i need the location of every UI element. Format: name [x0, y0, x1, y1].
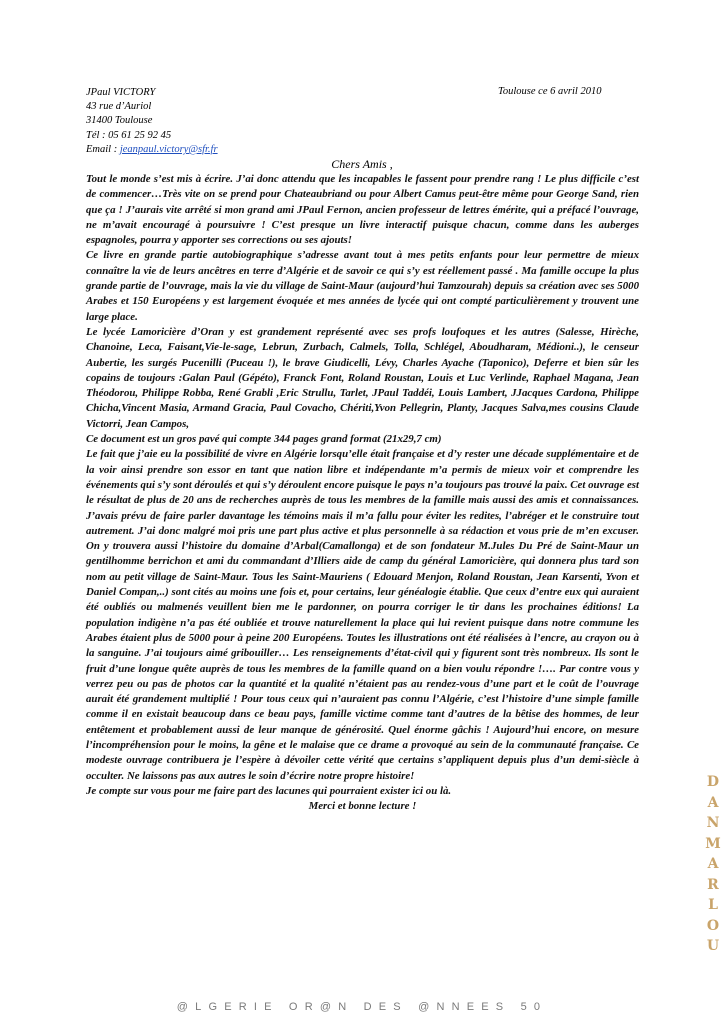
sender-name: JPaul VICTORY — [86, 87, 156, 98]
watermark-letter: L — [708, 897, 718, 913]
email-link[interactable]: jeanpaul.victory@sfr.fr — [119, 143, 218, 155]
paragraph-request: Je compte sur vous pour me faire part des lacunes qui pourraient exister ici ou là. — [86, 784, 452, 797]
footer-banner: @LGERIE OR@N DES @NNEES 50 — [176, 1001, 548, 1013]
sender-block — [86, 86, 218, 157]
email-label: Email : — [86, 143, 118, 155]
watermark-letter: D — [706, 774, 720, 790]
watermark-letter: N — [706, 815, 720, 831]
closing: Merci et bonne lecture ! — [308, 800, 417, 813]
paragraph-book: Ce livre en grande partie autobiographique s’adresse avant tout à mes petits enfants pour leur permettre de mieux connaître la vie de leurs ancêtres en terre d’Algérie et de savoir ce qui s’y est réellement passé . Ma famille occupe la plus grande partie de l’ouvrage, mais la vie du village de Saint-Maur (aujourd’hui Tamzourah) depuis sa création avec ses 5000 Arabes et 150 Européens y est largement évoquée et mes années de lycée qui ont compté particulièrement y trouvent une large place. — [86, 249, 639, 323]
sender-street: 43 rue d’Auriol — [86, 101, 152, 113]
watermark-letter: R — [707, 876, 719, 893]
watermark-letter: A — [707, 794, 719, 811]
paragraph-document-size: Ce document est un gros pavé qui compte 344 pages grand format (21x29,7 cm) — [86, 433, 442, 446]
watermark-letter: U — [706, 938, 720, 954]
sender-phone: Tél : 05 61 25 92 45 — [86, 129, 172, 141]
letter-date: Toulouse ce 6 avril 2010 — [498, 86, 602, 97]
letter-body — [86, 172, 639, 814]
paragraph-algeria: Le fait que j’aie eu la possibilité de vivre en Algérie lorsqu’elle était française et d’y rester une décade supplémentaire et de la voir ainsi prendre son essor en tant que nation libre et indépendante m’a permis de mieux voir et comprendre les événements qui s’y sont déroulés et qui s’y déroulent encore puisque le pays n’a toujours pas trouvé la paix. Cet ouvrage est le résultat de plus de 20 ans de recherches auprès de tous les membres de la famille mais aussi des amis et connaissances. J’avais prévu de faire parler davantage les témoins mais il m’a fallu pour éviter les redites, l’abréger et le construire tout autrement. J’ai donc malgré moi pris une part plus active et plus personnelle à sa rédaction et vous prie de m’en excuser. On y trouvera aussi l’histoire du domaine d’Arbal(Camallonga) et de son fondateur M.Jules Du Pré de Saint-Maur un gentilhomme berrichon et ami du commandant d’Illiers aide de camp du général Lamoricière, qui donnera plus tard son nom au petit village de Saint-Maur. Tous les Saint-Mauriens ( Edouard Menjon, Roland Roustan, Jean Karsenti, Yvon et Daniel Compan,..) sont cités au moins une fois et, pour certains, leur généalogie établie. Que ceux d’entre eux qui auraient été oubliés ou malmenés veuillent bien me le pardonner, on pourra corriger le tir dans les prochaines éditions! La population indigène n’a pas été oubliée et trouve naturellement la place qui lui revient puisque dans notre commune les Arabes étaient plus de 5000 pour à peine 200 Européens. Toutes les illustrations ont été réalisées à l’encre, au crayon ou à la sanguine. J’ai toujours aimé gribouiller… Les renseignements d’état-civil qui y figurent sont très nombreux. Ils sont le fruit d’une longue quête auprès de tous les membres de la famille quand on a bien voulu répondre !…. Par contre vous y verrez peu ou pas de photos car la quantité et la qualité n’étaient pas au rendez-vous d’une part et le coût de l’ouvrage aurait été grandement multiplié ! Pour tous ceux qui n’auraient pas connu l’Algérie, c’est l’histoire d’une simple famille comme il en existait beaucoup dans ce beau pays, famille victime comme tant d’autres de la bêtise des hommes, de leur entêtement et probablement aussi de leur manque de générosité. Quel énorme gâchis ! Aujourd’hui encore, on mesure l’incompréhension pour le moins, la gêne et le malaise que ce drame a provoqué au sein de la communauté française. Ce modeste ouvrage contribuera je l’espère à dévoiler cette vérité que certains s’appliquent depuis plus d’un demi-siècle à occulter. Ne laissons pas aux autres le soin d’écrire notre propre histoire! — [86, 448, 639, 782]
side-watermark — [701, 772, 724, 957]
paragraph-lycee: Le lycée Lamoricière d’Oran y est grandement représenté avec ses profs loufoques et les autres (Salesse, Hirèche, Chanoine, Leca, Faisant,Vie-le-sage, Lebrun, Zurbach, Calmels, Tolla, Schlégel, Aboudharam, Médioni..), le censeur Aubertie, les surgés Pucenilli (Puceau !), le brave Giudicelli, Lévy, Charles Ayache (Taponico), Deferre et bien sûr les copains de toujours :Galan Paul (Gépéto), Franck Font, Roland Roustan, Louis et Luc Verlinde, Raphael Magana, Jean Théodorou, Philippe Robba, René Grabli ,Eric Strullu, Tarlet, JPaul Taddéi, Louis Lambert, JJacques Cardona, Philippe Chicha,Vincent Masia, Armand Gracia, Paul Covacho, Chériti,Yvon Pellegrin, Planty, Jacques Salva,mes cousins Claude Victorri, Jean Campos, — [86, 325, 639, 430]
watermark-letter: M — [705, 835, 721, 852]
watermark-letter: O — [706, 917, 720, 934]
salutation: Chers Amis , — [331, 157, 393, 171]
paragraph-intro: Tout le monde s’est mis à écrire. J’ai donc attendu que les incapables le fassent pour prendre rang ! Le plus difficile c’est de commencer…Très vite on se prend pour Chateaubriand ou pour Albert Camus peut-être même pour George Sand, rien que ça ! J’aurais vite arrêté si mon grand ami JPaul Fernon, ancien professeur de lettres émérite, qui a préfacé l’ouvrage, ne m’avait encouragé à poursuivre ! C’est presque un livre interactif puisque chacun, comme dans les auberges espagnoles, pourra y apporter ses corrections ou ses ajouts! — [86, 173, 639, 247]
sender-city: 31400 Toulouse — [86, 115, 153, 127]
sender-email-line — [86, 143, 218, 157]
watermark-letter: A — [707, 856, 719, 872]
